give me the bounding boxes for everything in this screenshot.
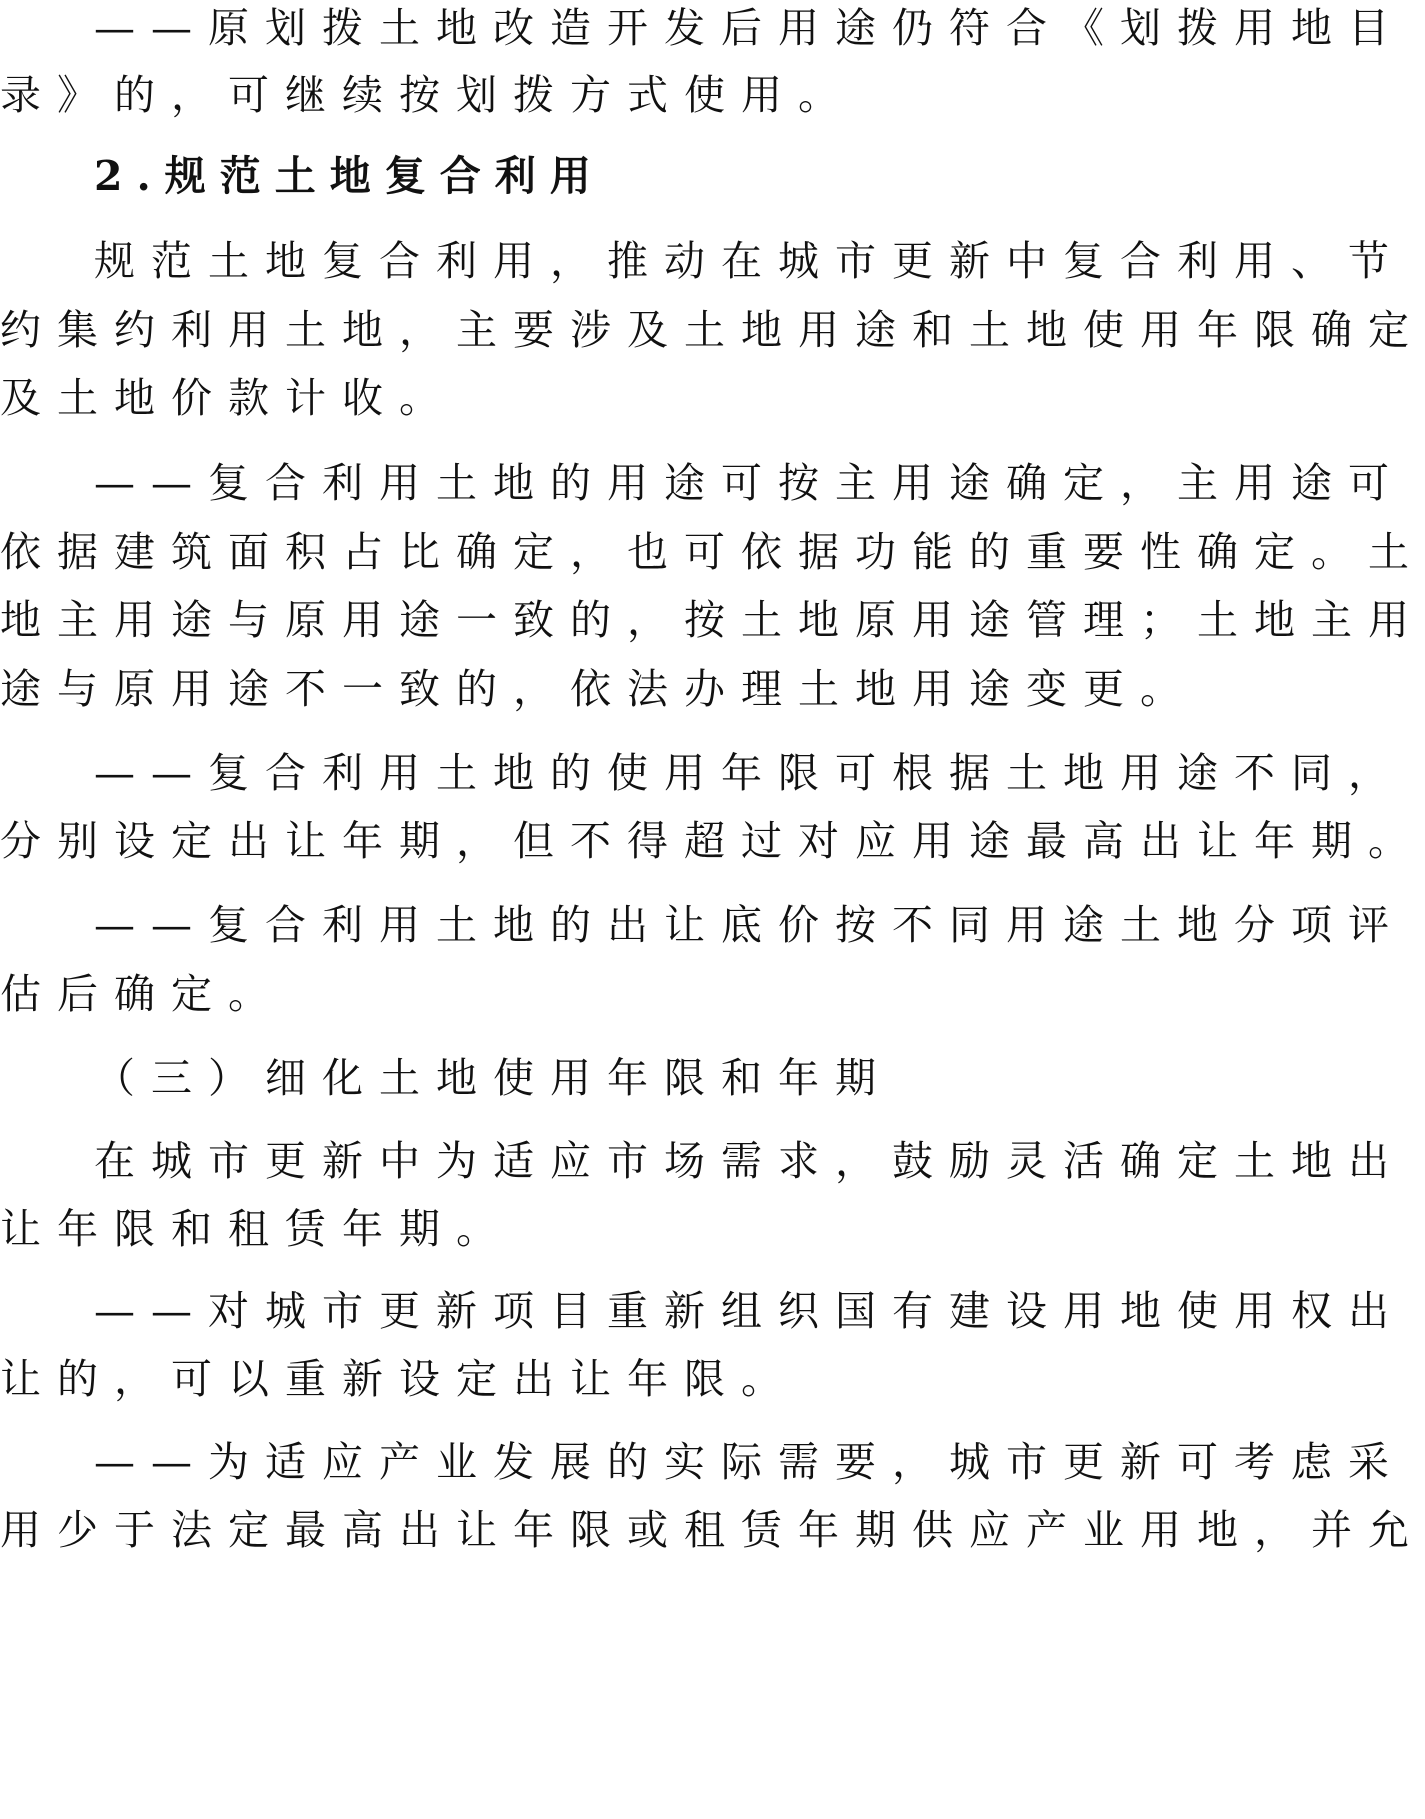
paragraph-line: 及土地价款计收。 bbox=[0, 374, 456, 422]
paragraph-line: ——为适应产业发展的实际需要，城市更新可考虑采 bbox=[94, 1438, 1405, 1486]
paragraph-line: 途与原用途不一致的，依法办理土地用途变更。 bbox=[0, 665, 1197, 713]
paragraph-line: ——原划拨土地改造开发后用途仍符合《划拨用地目 bbox=[94, 4, 1405, 52]
section-heading: （三）细化土地使用年限和年期 bbox=[94, 1054, 892, 1102]
paragraph-line: 规范土地复合利用，推动在城市更新中复合利用、节 bbox=[94, 237, 1405, 285]
paragraph-line: 依据建筑面积占比确定，也可依据功能的重要性确定。土 bbox=[0, 528, 1425, 576]
paragraph-line: ——复合利用土地的出让底价按不同用途土地分项评 bbox=[94, 901, 1405, 949]
paragraph-line: 用少于法定最高出让年限或租赁年期供应产业用地，并允 bbox=[0, 1506, 1425, 1554]
paragraph-line: 在城市更新中为适应市场需求，鼓励灵活确定土地出 bbox=[94, 1137, 1405, 1185]
paragraph-line: 约集约利用土地，主要涉及土地用途和土地使用年限确定 bbox=[0, 306, 1425, 354]
paragraph-line: ——复合利用土地的使用年限可根据土地用途不同， bbox=[94, 749, 1405, 797]
paragraph-line: ——对城市更新项目重新组织国有建设用地使用权出 bbox=[94, 1287, 1405, 1335]
paragraph-line: 让年限和租赁年期。 bbox=[0, 1205, 513, 1253]
paragraph-line: 地主用途与原用途一致的，按土地原用途管理；土地主用 bbox=[0, 596, 1425, 644]
paragraph-line: 录》的，可继续按划拨方式使用。 bbox=[0, 71, 855, 119]
section-heading: 2.规范土地复合利用 bbox=[94, 152, 605, 200]
paragraph-line: 分别设定出让年期，但不得超过对应用途最高出让年期。 bbox=[0, 817, 1425, 865]
paragraph-line: 估后确定。 bbox=[0, 970, 285, 1018]
paragraph-line: 让的，可以重新设定出让年限。 bbox=[0, 1355, 798, 1403]
paragraph-line: ——复合利用土地的用途可按主用途确定，主用途可 bbox=[94, 459, 1405, 507]
